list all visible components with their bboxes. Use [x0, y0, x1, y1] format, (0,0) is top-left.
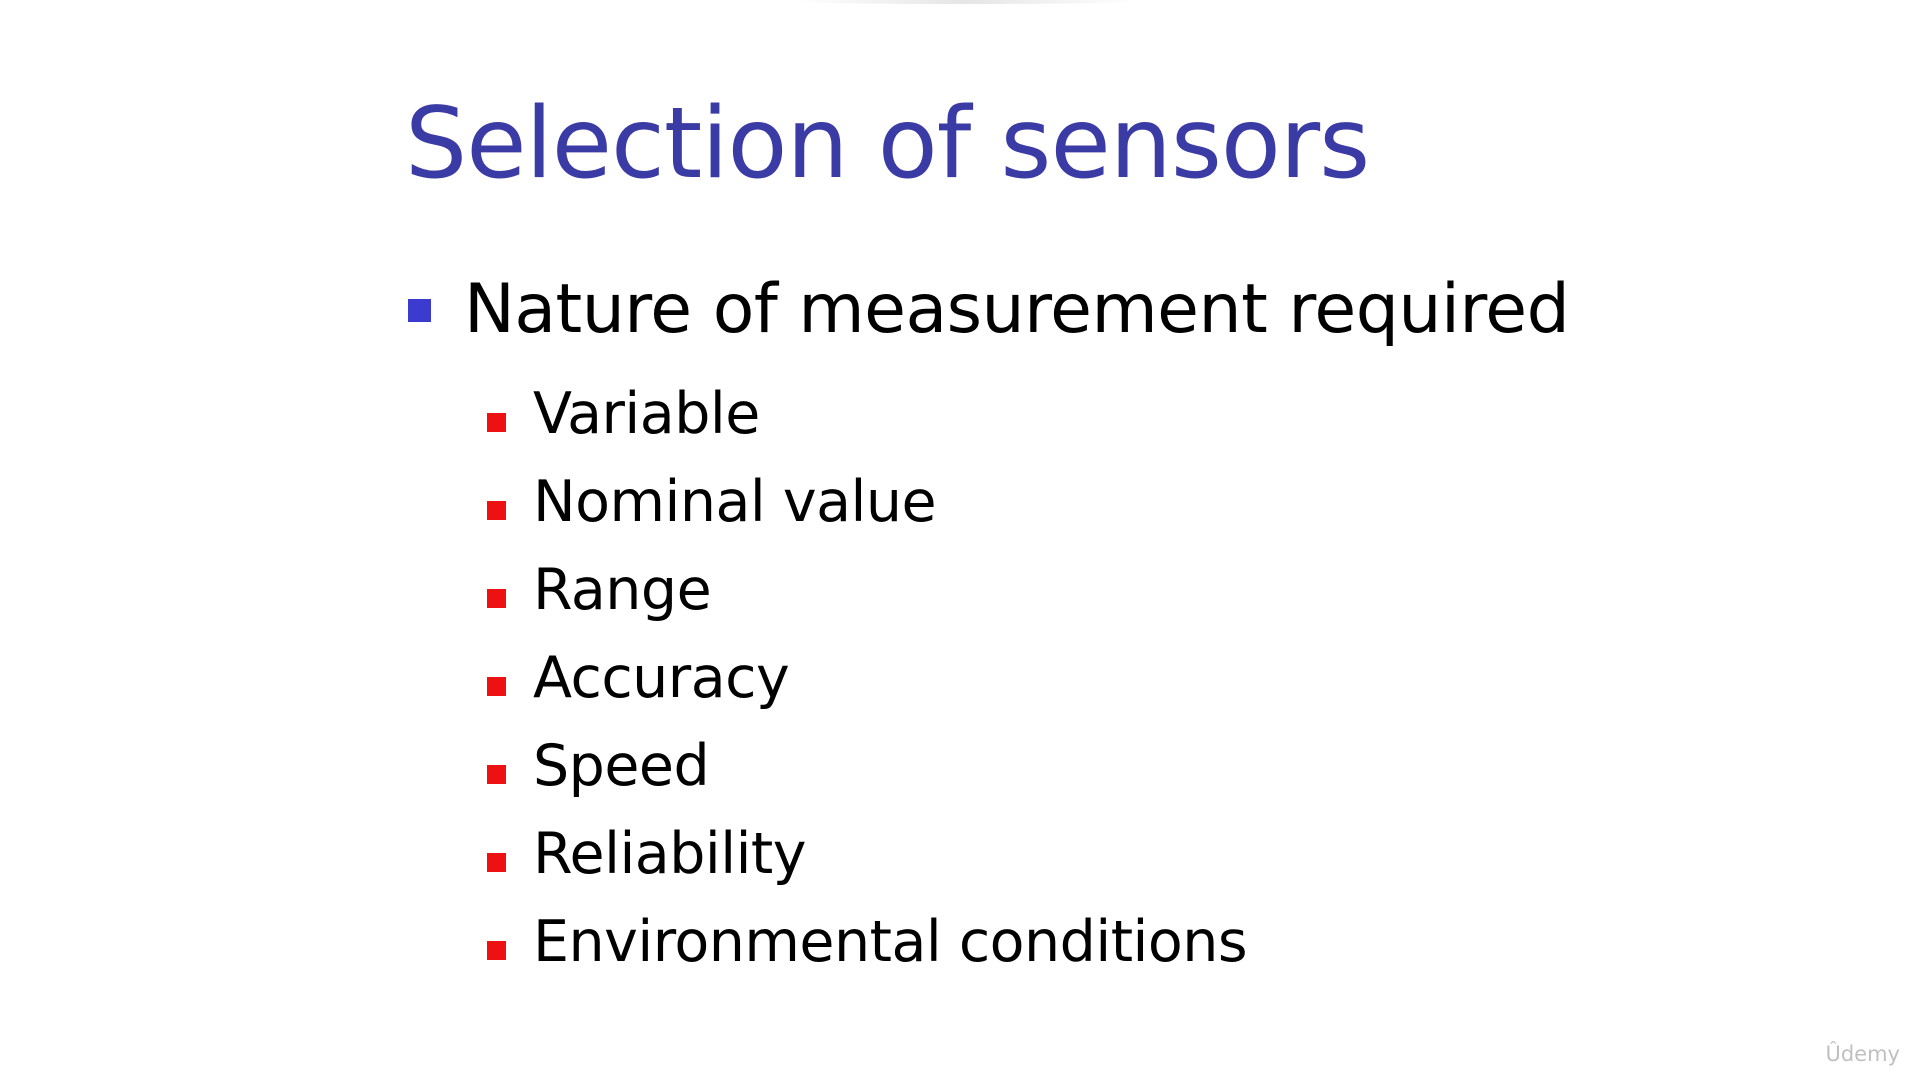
- sub-bullet-item: [487, 370, 1247, 458]
- slide-title: Selection of sensors: [405, 87, 1370, 201]
- sub-bullet-item: [487, 546, 1247, 634]
- sub-bullet-text: Range: [533, 556, 712, 623]
- main-bullet: [408, 270, 1570, 349]
- sub-bullet-text: Nominal value: [533, 468, 937, 535]
- square-bullet-icon: [487, 501, 506, 520]
- square-bullet-icon: [487, 765, 506, 784]
- square-bullet-icon: [487, 853, 506, 872]
- sub-bullet-item: [487, 898, 1247, 986]
- main-bullet-text: Nature of measurement required: [464, 270, 1570, 349]
- square-bullet-icon: [487, 941, 506, 960]
- sub-bullet-text: Environmental conditions: [533, 908, 1248, 975]
- sub-bullet-list: [487, 370, 1247, 986]
- square-bullet-icon: [487, 413, 506, 432]
- sub-bullet-text: Speed: [533, 732, 710, 799]
- udemy-watermark: Ûdemy: [1825, 1042, 1900, 1066]
- sub-bullet-text: Variable: [533, 380, 760, 447]
- square-bullet-icon: [408, 299, 431, 322]
- sub-bullet-item: [487, 722, 1247, 810]
- sub-bullet-text: Accuracy: [533, 644, 790, 711]
- square-bullet-icon: [487, 589, 506, 608]
- top-shadow: [795, 0, 1135, 4]
- sub-bullet-text: Reliability: [533, 820, 806, 887]
- sub-bullet-item: [487, 810, 1247, 898]
- sub-bullet-item: [487, 634, 1247, 722]
- square-bullet-icon: [487, 677, 506, 696]
- sub-bullet-item: [487, 458, 1247, 546]
